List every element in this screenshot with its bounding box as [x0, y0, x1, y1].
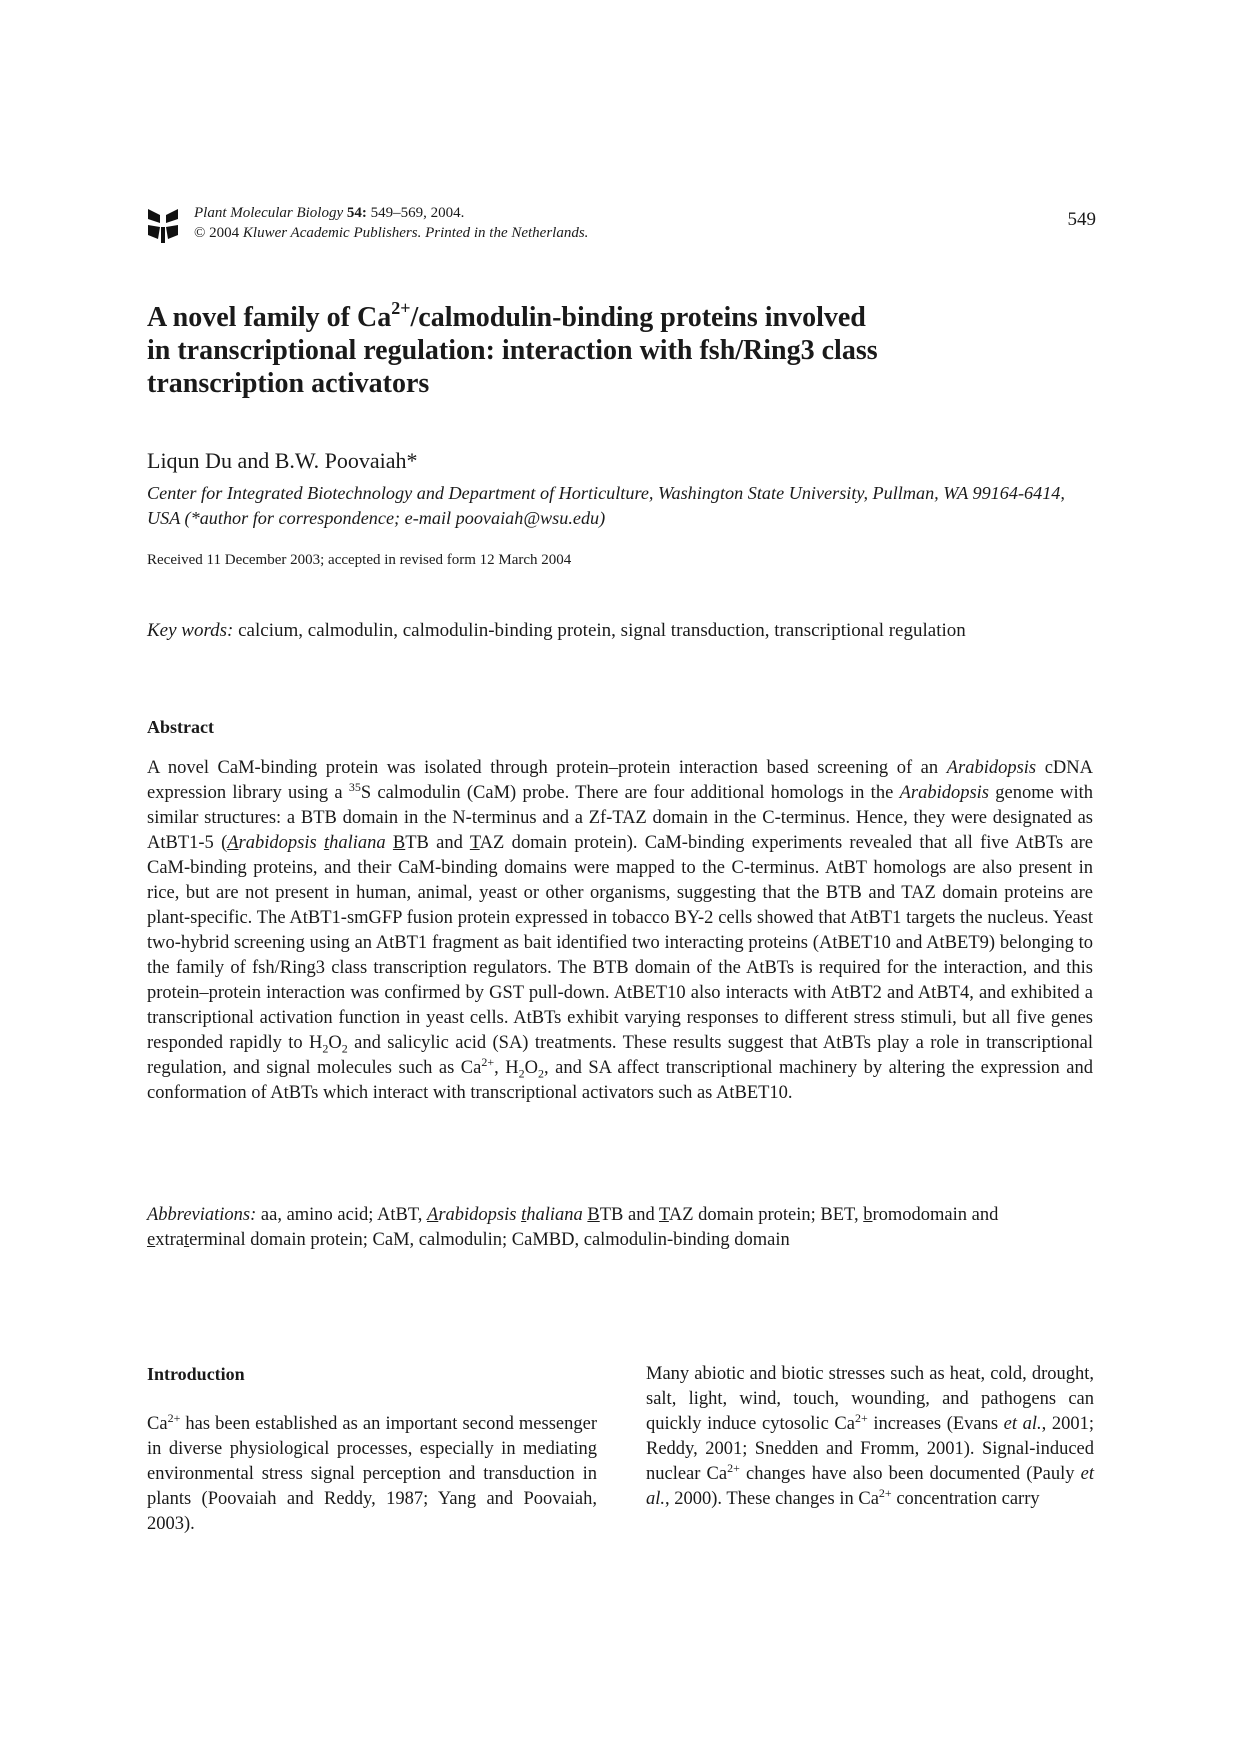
intro-superscript: 2+ [727, 1460, 740, 1475]
intro-text: , 2001; Reddy, 2001; Snedden and Fromm, 2001). Signal-induced nuclear Ca [646, 1414, 1094, 1484]
title-line: in transcriptional regulation: interaction with fsh/Ring3 class [147, 335, 878, 366]
introduction-right-column [646, 1362, 1094, 1512]
abbrev-underline: t [183, 1230, 190, 1250]
intro-text: changes have also been documented (Pauly [739, 1464, 1081, 1484]
introduction-left-column [147, 1412, 597, 1537]
abstract-superscript: 2+ [481, 1054, 495, 1069]
intro-text: , 2000). These changes in Ca [665, 1489, 879, 1509]
intro-text: has been established as an important second messenger in diverse physiological processes, especially in mediating environmental stress signal perception and transduction in plants (Poovaiah and Reddy, 1987; Yang and Poovaiah, 2003). [147, 1414, 597, 1534]
introduction-heading: Introduction [147, 1364, 245, 1384]
abbrev-text: xtra [155, 1230, 184, 1250]
journal-volume: 54: [346, 205, 367, 221]
abstract-text: O [524, 1058, 538, 1078]
abbrev-text: erminal domain protein; CaM, calmodulin; CaMBD, calmodulin-binding domain [189, 1230, 790, 1250]
intro-text: increases (Evans [867, 1414, 1004, 1434]
abstract-italic: rabidopsis [238, 833, 324, 853]
paper-title [147, 297, 1047, 400]
intro-text: concentration carry [891, 1489, 1040, 1509]
abbrev-text: aa, amino acid; AtBT, [256, 1205, 428, 1225]
abstract-text: cDNA expression library using a [147, 758, 1093, 803]
abstract-superscript: 35 [348, 779, 361, 794]
intro-text: Many abiotic and biotic stresses such as heat, cold, drought, salt, light, wind, touch, wounding, and pathogens can quickly induce cytosolic Ca [646, 1364, 1094, 1434]
abstract-underline: B [392, 833, 406, 853]
abbrev-underline: T [659, 1205, 669, 1225]
abstract-italic: Arabidopsis [899, 783, 989, 803]
abstract-text: O [328, 1033, 342, 1053]
abbrev-text: romodomain and [872, 1205, 999, 1225]
abbreviations-label: Abbreviations: [147, 1205, 257, 1225]
abbrev-text: AZ domain protein; BET, [668, 1205, 864, 1225]
abstract-text: AZ domain protein). CaM-binding experiments revealed that all five AtBTs are CaM-binding proteins, and their CaM-binding domains were mapped to the C-terminus. AtBT homologs are also present in rice, but are not present in human, animal, yeast or other organisms, suggesting that the BTB and TAZ domain proteins are plant-specific. The AtBT1-smGFP fusion protein expressed in tobacco BY-2 cells showed that AtBT1 targets the nucleus. Yeast two-hybrid screening using an AtBT1 fragment as bait identified two interacting proteins (AtBET10 and AtBET9) belonging to the family of fsh/Ring3 class transcription regulators. The BTB domain of the AtBTs is required for the interaction, and this protein–protein interaction was confirmed by GST pull-down. AtBET10 also interacts with AtBT2 and AtBT4, and exhibited a transcriptional activation function in yeast cells. AtBTs exhibit varying responses to different stress stimuli, but all five genes responded rapidly to H [147, 833, 1093, 1053]
abstract-subscript: 2 [322, 1041, 329, 1056]
affiliation: Center for Integrated Biotechnology and Department of Horticulture, Washington State University, Pullman, WA 99164-6414, USA (*author for correspondence; e-mail poovaiah@wsu.edu) [147, 483, 1065, 528]
journal-name: Plant Molecular Biology [194, 205, 344, 221]
abstract-text [386, 833, 393, 853]
title-line: transcription activators [147, 368, 430, 399]
title-part: A novel family of Ca [147, 302, 392, 333]
publisher-line: Kluwer Academic Publishers. Printed in the Netherlands. [242, 225, 589, 241]
keywords-text: calcium, calmodulin, calmodulin-binding protein, signal transduction, transcriptional regulation [233, 620, 966, 641]
abstract-text: and salicylic acid (SA) treatments. These results suggest that AtBTs play a role in transcriptional regulation, and signal molecules such as Ca [147, 1033, 1093, 1078]
abstract-underline: t [323, 833, 330, 853]
abbrev-text: TB and [599, 1205, 660, 1225]
journal-pages: 549–569, 2004. [370, 205, 465, 221]
abstract-text: TB and [405, 833, 470, 853]
abstract-italic: haliana [329, 833, 386, 853]
publisher-logo-icon [146, 205, 180, 245]
received-dates: Received 11 December 2003; accepted in revised form 12 March 2004 [147, 552, 572, 568]
title-part: /calmodulin-binding proteins involved [410, 302, 866, 333]
intro-italic: et al. [1003, 1414, 1042, 1434]
keywords [147, 618, 1093, 643]
intro-superscript: 2+ [854, 1410, 868, 1425]
abstract-text: A novel CaM-binding protein was isolated through protein–protein interaction based screening of an [147, 758, 947, 778]
abstract-text: , H [494, 1058, 519, 1078]
abbrev-underline: e [147, 1230, 156, 1250]
intro-text: Ca [147, 1414, 168, 1434]
abstract-text: genome with similar structures: a BTB domain in the N-terminus and a Zf-TAZ domain in the C-terminus. Hence, they were designated as AtBT1-5 ( [147, 783, 1093, 853]
page-number: 549 [1067, 209, 1096, 230]
journal-citation [194, 203, 588, 243]
copyright: © 2004 [194, 225, 243, 241]
abstract-underline: A [227, 833, 239, 853]
intro-italic: et al. [646, 1464, 1094, 1509]
abbrev-italic: haliana [526, 1205, 583, 1225]
abbreviations [147, 1203, 1093, 1253]
abstract-heading: Abstract [147, 717, 214, 737]
abstract-text: S calmodulin (CaM) probe. There are four additional homologs in the [360, 783, 900, 803]
abbrev-underline: t [521, 1205, 527, 1225]
abbrev-underline: B [587, 1205, 600, 1225]
abbrev-underline: A [427, 1205, 439, 1225]
abbrev-italic: rabidopsis [438, 1205, 522, 1225]
abstract-subscript: 2 [518, 1066, 525, 1081]
authors: Liqun Du and B.W. Poovaiah* [147, 448, 418, 473]
journal-header [146, 203, 1096, 247]
abstract-underline: T [469, 833, 480, 853]
abstract-text: , and SA affect transcriptional machinery by altering the expression and conformation of AtBTs which interact with transcriptional activators such as AtBET10. [147, 1058, 1093, 1103]
abbrev-underline: b [863, 1205, 873, 1225]
abstract-body [147, 756, 1093, 1106]
abstract-italic: Arabidopsis [946, 758, 1037, 778]
intro-superscript: 2+ [167, 1410, 181, 1425]
keywords-label: Key words: [147, 620, 234, 641]
intro-superscript: 2+ [878, 1485, 892, 1500]
title-superscript: 2+ [391, 297, 411, 318]
abstract-subscript: 2 [538, 1066, 544, 1081]
abstract-subscript: 2 [341, 1041, 348, 1056]
